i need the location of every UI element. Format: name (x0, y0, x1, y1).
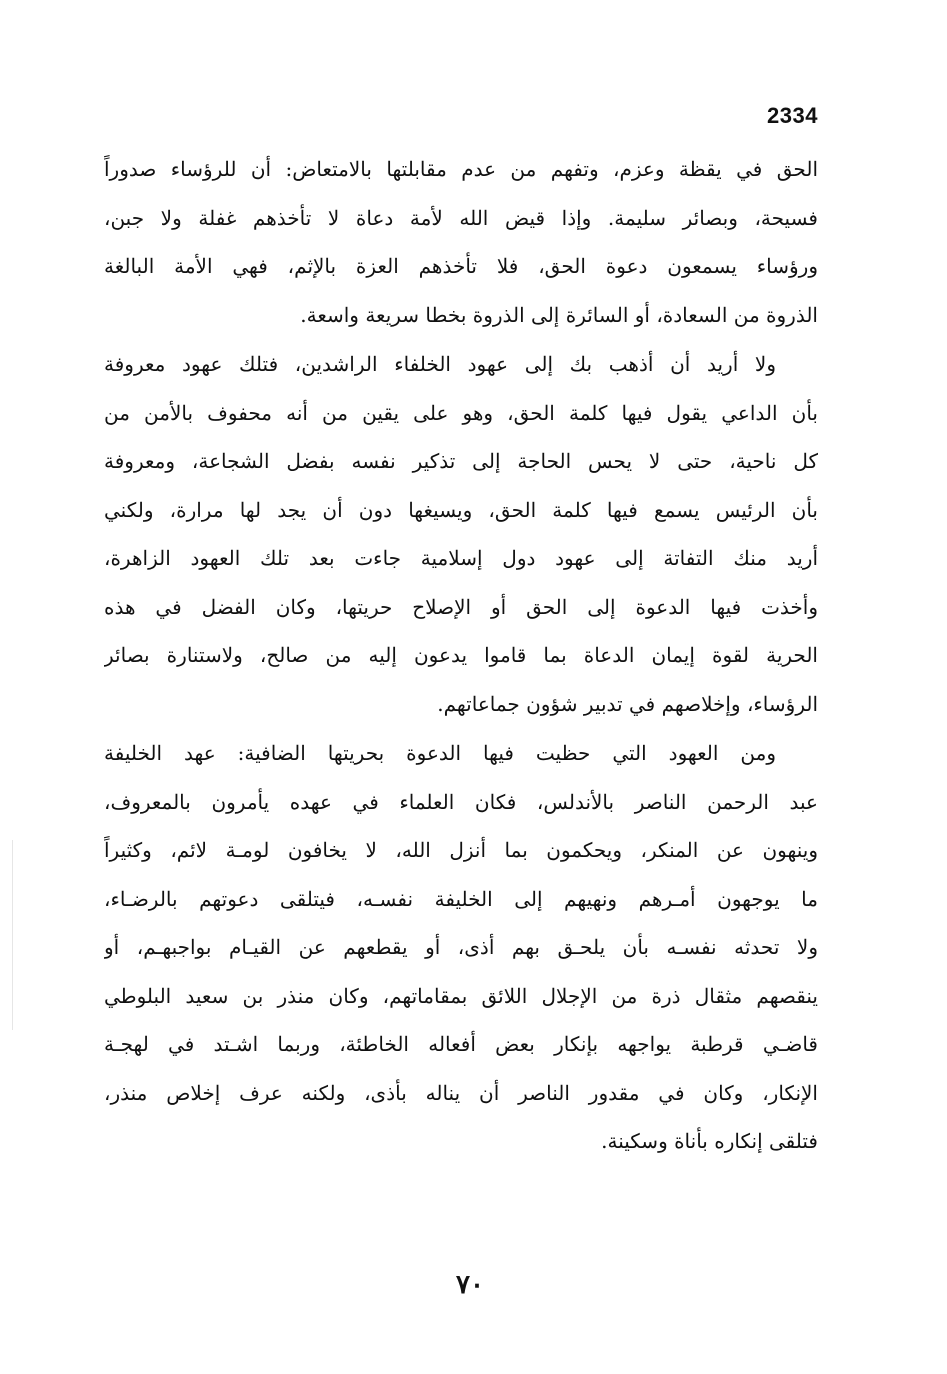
text-line: وينهون عن المنكر، ويحكمون بما أنزل الله، لا يخافون لومـة لائم، وكثيراً (104, 838, 818, 862)
text-line: الذروة من السعادة، أو السائرة إلى الذروة بخطا سريعة واسعة. (300, 302, 818, 327)
page-number: ٧٠ (456, 1270, 484, 1300)
text-line: ومن العهود التي حظيت فيها الدعوة بحريتها الضافية: عهد الخليفة (104, 741, 776, 765)
text-line: ولا تحدثه نفسـه بأن يلحـق بهم أذى، أو يقطعهم عن القيـام بواجبهـم، أو (104, 935, 818, 959)
text-line: ولا أريد أن أذهب بك إلى عهود الخلفاء الراشدين، فتلك عهود معروفة (104, 352, 776, 376)
paragraph-1 (104, 145, 818, 339)
text-line: الحرية لقوة إيمان الدعاة بما قاموا يدعون إليه من صالح، ولاستنارة بصائر (104, 643, 818, 667)
text-line: بأن الداعي يقول فيها كلمة الحق، وهو على يقين من أنه محفوف بالأمن من (104, 400, 818, 425)
text-line: عبد الرحمن الناصر بالأندلس، فكان العلماء في عهده يأمرون بالمعروف، (104, 789, 818, 814)
text-line: فتلقى إنكاره بأناة وسكينة. (601, 1129, 818, 1153)
text-line: ما يوجهون أمـرهم ونهيهم إلى الخليفة نفسـه، فيتلقى دعوتهم بالرضـاء، (104, 886, 818, 911)
text-line: الحق في يقظة وعزم، وتفهم من عدم مقابلتها بالامتعاض: أن للرؤساء صدوراً (104, 157, 818, 181)
margin-mark (12, 840, 13, 1030)
text-line: قاضـي قرطبة يواجهه بإنكار بعض أفعاله الخاطئة، وربما اشـتد في لهجـة (104, 1032, 818, 1056)
text-line: ورؤساء يسمعون دعوة الحق، فلا تأخذهم العزة بالإثم، فهي الأمة البالغة (104, 254, 818, 278)
text-line: الرؤساء، وإخلاصهم في تدبير شؤون جماعاتهم. (437, 691, 818, 716)
text-line: الإنكار، وكان في مقدور الناصر أن يناله بأذى، ولكنه عرف إخلاص منذر، (104, 1080, 818, 1105)
text-line: فسيحة، وبصائر سليمة. وإذا قيض الله لأمة دعاة لا تأخذهم غفلة ولا جبن، (104, 205, 818, 230)
paragraph-3 (104, 729, 818, 1166)
text-line: أريد منك التفاتة إلى عهود دول إسلامية جاءت بعد تلك العهود الزاهرة، (104, 546, 818, 570)
paragraph-2 (104, 340, 818, 728)
page-id: 2334 (767, 103, 818, 128)
body-text (104, 145, 818, 1166)
text-line: بأن الرئيس يسمع فيها كلمة الحق، ويسيغها دون أن يجد لها مرارة، ولكني (104, 497, 818, 522)
text-line: وأخذت فيها الدعوة إلى الحق أو الإصلاح حريتها، وكان الفضل في هذه (104, 594, 818, 619)
text-line: ينقصهم مثقال ذرة من الإجلال اللائق بمقاماتهم، وكان منذر بن سعيد البلوطي (104, 983, 818, 1008)
text-line: كل ناحية، حتى لا يحس الحاجة إلى تذكير نفسه بفضل الشجاعة، ومعروفة (104, 449, 818, 473)
